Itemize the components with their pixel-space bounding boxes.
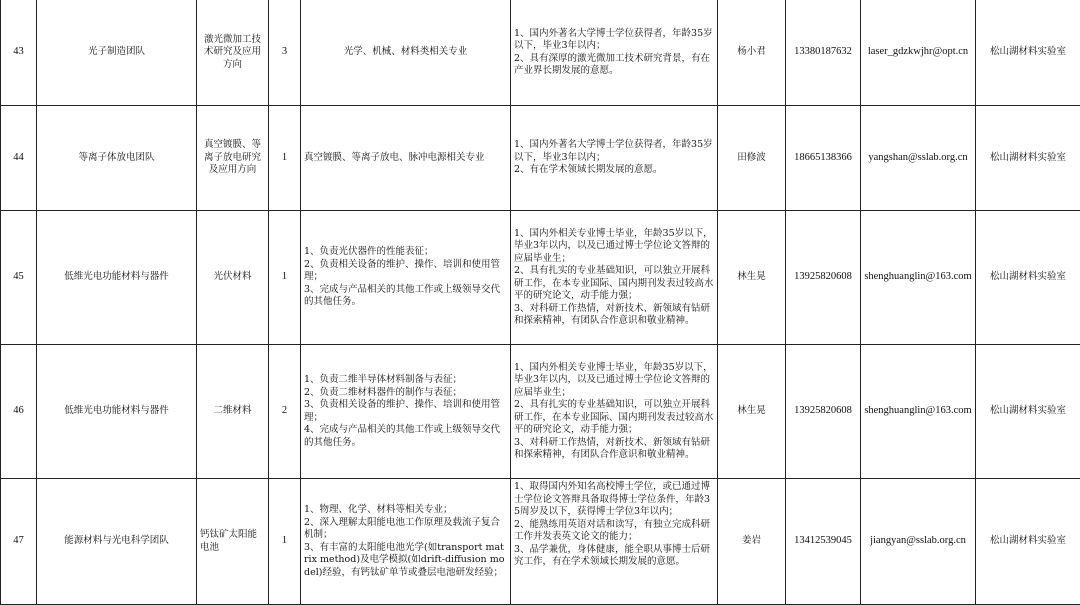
lab-name: 松山湖材料实验室 xyxy=(976,211,1080,345)
team-name: 低维光电功能材料与器件 xyxy=(37,345,197,479)
contact-phone: 18665138366 xyxy=(786,106,861,211)
qualification-requirements: 1、取得国内外知名高校博士学位，或已通过博士学位论文答辩具备取得博士学位条件，年龄35周岁及以下，获得博士学位3年以内； 2、能熟练用英语对话和读写，有独立完成科研工作并发表英文论文的能力； 3、品学兼优，身体健康，能全职从事博士后研究工作，有在学术领域长期发展的意愿。 xyxy=(511,479,718,605)
job-duties: 1、负责二维半导体材料制备与表征； 2、负责二维材料器件的制作与表征； 3、负责相关设备的维护、操作、培训和使用管理； 4、完成与产品相关的其他工作或上级领导交代的其他任务。 xyxy=(301,345,511,479)
table-row xyxy=(1,345,1080,479)
lab-name: 松山湖材料实验室 xyxy=(976,0,1080,106)
research-direction: 二维材料 xyxy=(197,345,269,479)
contact-email: shenghuanglin@163.com xyxy=(861,345,976,479)
team-name: 等离子体放电团队 xyxy=(37,106,197,211)
contact-person: 姜岩 xyxy=(718,479,786,605)
qualification-requirements: 1、国内外著名大学博士学位获得者，年龄35岁以下，毕业3年以内； 2、有在学术领域长期发展的意愿。 xyxy=(511,106,718,211)
lab-name: 松山湖材料实验室 xyxy=(976,106,1080,211)
job-duties: 1、物理、化学、材料等相关专业； 2、深入理解太阳能电池工作原理及载流子复合机制； 3、有丰富的太阳能电池光学(如transport matrix method)及电学模拟(如drift-diffusion model)经验，有钙钛矿单节或叠层电池研发经验； xyxy=(301,479,511,605)
table-row xyxy=(1,479,1080,605)
contact-email: yangshan@sslab.org.cn xyxy=(861,106,976,211)
contact-phone: 13412539045 xyxy=(786,479,861,605)
row-number: 44 xyxy=(1,106,37,211)
row-number: 45 xyxy=(1,211,37,345)
team-name: 光子制造团队 xyxy=(37,0,197,106)
contact-email: laser_gdzkwjhr@opt.cn xyxy=(861,0,976,106)
contact-phone: 13925820608 xyxy=(786,211,861,345)
contact-phone: 13380187632 xyxy=(786,0,861,106)
qualification-requirements: 1、国内外相关专业博士毕业，年龄35岁以下，毕业3年以内，以及已通过博士学位论文答辩的应届毕业生； 2、具有扎实的专业基础知识，可以独立开展科研工作，在本专业国际、国内期刊发表过较高水平的研究论文，动手能力强； 3、对科研工作热情，对新技术、新领域有钻研和探索精神，有团队合作意识和敬业精神。 xyxy=(511,345,718,479)
contact-email: jiangyan@sslab.org.cn xyxy=(861,479,976,605)
contact-email: shenghuanglin@163.com xyxy=(861,211,976,345)
row-number: 47 xyxy=(1,479,37,605)
headcount: 2 xyxy=(269,345,301,479)
contact-person: 林生晃 xyxy=(718,211,786,345)
table-row xyxy=(1,0,1080,106)
lab-name: 松山湖材料实验室 xyxy=(976,479,1080,605)
row-number: 43 xyxy=(1,0,37,106)
contact-person: 田修波 xyxy=(718,106,786,211)
research-direction: 钙钛矿太阳能电池 xyxy=(197,479,269,605)
major-requirement: 真空镀膜、等离子放电、脉冲电源相关专业 xyxy=(301,106,511,211)
row-number: 46 xyxy=(1,345,37,479)
table-row xyxy=(1,106,1080,211)
headcount: 1 xyxy=(269,211,301,345)
job-duties: 1、负责光伏器件的性能表征； 2、负责相关设备的维护、操作、培训和使用管理； 3、完成与产品相关的其他工作或上级领导交代的其他任务。 xyxy=(301,211,511,345)
contact-person: 林生晃 xyxy=(718,345,786,479)
team-name: 低维光电功能材料与器件 xyxy=(37,211,197,345)
headcount: 1 xyxy=(269,479,301,605)
lab-name: 松山湖材料实验室 xyxy=(976,345,1080,479)
headcount: 3 xyxy=(269,0,301,106)
qualification-requirements: 1、国内外著名大学博士学位获得者，年龄35岁以下，毕业3年以内； 2、具有深厚的激光微加工技术研究背景，有在产业界长期发展的意愿。 xyxy=(511,0,718,106)
research-direction: 激光微加工技术研究及应用方向 xyxy=(197,0,269,106)
research-direction: 真空镀膜、等离子放电研究及应用方向 xyxy=(197,106,269,211)
team-name: 能源材料与光电科学团队 xyxy=(37,479,197,605)
table-row xyxy=(1,211,1080,345)
contact-person: 杨小君 xyxy=(718,0,786,106)
qualification-requirements: 1、国内外相关专业博士毕业，年龄35岁以下，毕业3年以内，以及已通过博士学位论文答辩的应届毕业生； 2、具有扎实的专业基础知识，可以独立开展科研工作，在本专业国际、国内期刊发表过较高水平的研究论文，动手能力强； 3、对科研工作热情，对新技术、新领域有钻研和探索精神，有团队合作意识和敬业精神。 xyxy=(511,211,718,345)
major-requirement: 光学、机械、材料类相关专业 xyxy=(301,0,511,106)
contact-phone: 13925820608 xyxy=(786,345,861,479)
headcount: 1 xyxy=(269,106,301,211)
research-direction: 光伏材料 xyxy=(197,211,269,345)
